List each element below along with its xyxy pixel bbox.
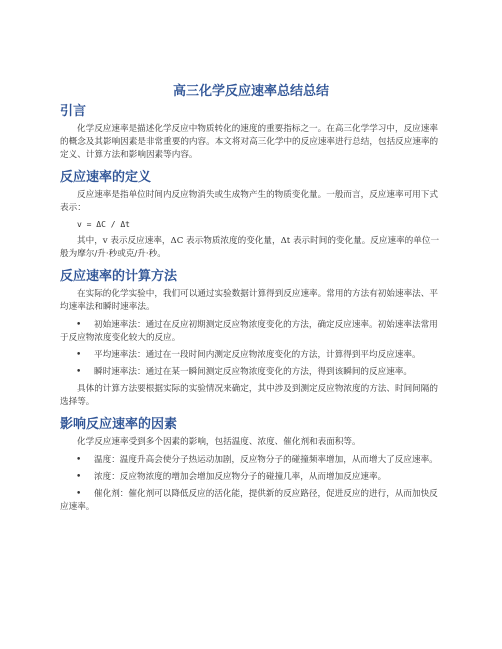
bullet-icon: • (76, 367, 82, 377)
section-heading-factors: 影响反应速率的因素 (60, 417, 178, 432)
bullet-icon: • (76, 455, 82, 465)
list-item: • 浓度：反应物浓度的增加会增加反应物分子的碰撞几率，从而增加反应速率。 (76, 472, 387, 482)
list-item: • 温度：温度升高会使分子热运动加剧，反应物分子的碰撞频率增加，从而增大了反应速率。 (76, 455, 438, 465)
calculation-methods-list (60, 319, 442, 379)
list-item: • 平均速率法：通过在一段时间内测定反应物浓度变化的方法，计算得到平均反应速率。 (76, 350, 421, 360)
document-body (60, 101, 442, 518)
rate-formula: v = ΔC / Δt (77, 220, 130, 229)
intro-paragraph: 化学反应速率是描述化学反应中物质转化的速度的重要指标之一。在高三化学学习中，反应速率的概念及其影响因素是非常重要的内容。本文将对高三化学中的反应速率进行总结，包括反应速率的定义、计算方法和影响因素等内容。 (60, 124, 439, 160)
bullet-icon: • (76, 350, 82, 360)
list-item: • 催化剂：催化剂可以降低反应的活化能，提供新的反应路径，促进反应的进行，从而加快反应速率。 (60, 489, 438, 512)
section-heading-calculation: 反应速率的计算方法 (60, 269, 178, 284)
list-item: • 初始速率法：通过在反应初期测定反应物浓度变化的方法，确定反应速率。初始速率法常用于反应物浓度变化较大的反应。 (60, 320, 438, 343)
factors-intro: 化学反应速率受到多个因素的影响，包括温度、浓度、催化剂和表面积等。 (77, 437, 361, 447)
bullet-icon: • (76, 472, 82, 482)
section-heading-intro: 引言 (60, 104, 87, 119)
list-item: • 瞬时速率法：通过在某一瞬间测定反应物浓度变化的方法，得到该瞬间的反应速率。 (76, 367, 412, 377)
calculation-note: 具体的计算方法要根据实际的实验情况来确定，其中涉及到测定反应物浓度的方法、时间间隔的选择等。 (60, 384, 438, 407)
document-title: 高三化学反应速率总结总结 (172, 84, 329, 99)
definition-explanation: 其中，v 表示反应速率，ΔC 表示物质浓度的变化量，Δt 表示时间的变化量。反应速率的单位一般为摩尔/升·秒或克/升·秒。 (60, 236, 440, 259)
calculation-intro: 在实际的化学实验中，我们可以通过实验数据计算得到反应速率。常用的方法有初始速率法、平均速率法和瞬时速率法。 (60, 289, 438, 312)
definition-intro: 反应速率是指单位时间内反应物消失或生成物产生的物质变化量。一般而言，反应速率可用下式表示： (60, 190, 438, 213)
section-heading-definition: 反应速率的定义 (60, 170, 152, 185)
factors-list (60, 454, 442, 514)
bullet-icon: • (76, 320, 82, 330)
bullet-icon: • (76, 489, 82, 499)
